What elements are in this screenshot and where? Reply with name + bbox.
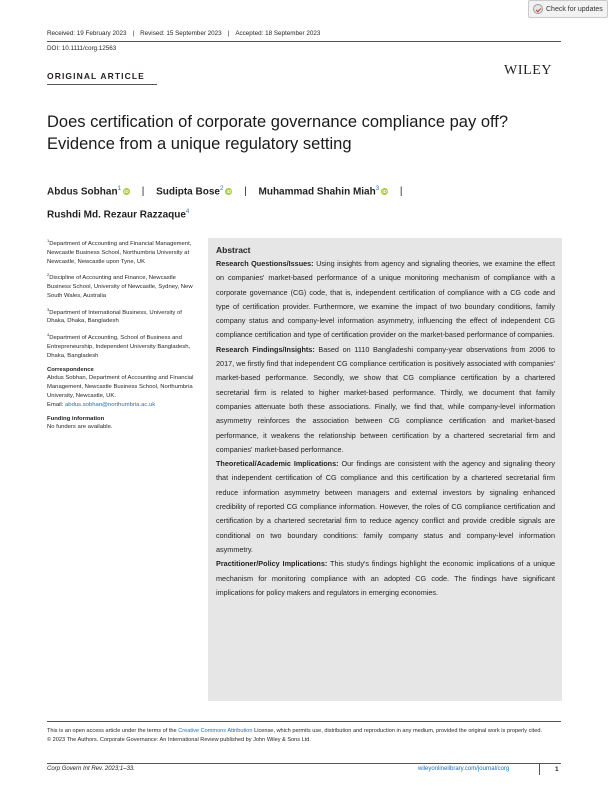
abstract-section-label: Practitioner/Policy Implications:: [216, 559, 328, 569]
abstract-box: [208, 238, 562, 701]
abstract-section: [216, 557, 555, 600]
author-name[interactable]: Rushdi Md. Rezaur Razzaque: [47, 209, 186, 221]
abstract-section-text: This study's findings highlight the economic implications of a unique mechanism for monitoring compliance with an adopted CG code. The findings have significant implications for policy makers and regulators in emerging economies.: [216, 559, 556, 597]
author-separator: |: [244, 186, 247, 198]
affiliation-number: 2: [47, 272, 50, 278]
journal-citation: Corp Govern Int Rev. 2023;1–33.: [47, 766, 135, 772]
date-separator: |: [227, 30, 230, 37]
abstract-section-text: Using insights from agency and signaling theories, we examine the effect on companies' market-based performance of a unique monitoring mechanism of compliance with a corporate governance (CG) code, that is, independent certification of compliance with a CG code and type of certification provider. Furthermore, we examine the impact of two boundary conditions, family company status and company-level information asymmetry, influencing the effect of independent CG compliance certification and type of certification provider on the market-based performance of companies.: [216, 259, 555, 340]
license-text: License, which permits use, distribution and reproduction in any medium, provided the original work is properly cited.: [252, 728, 542, 734]
page-separator: [539, 764, 540, 775]
affiliation: [47, 331, 197, 360]
abstract-section: [216, 257, 555, 343]
affiliation: [47, 237, 197, 266]
doi[interactable]: DOI: 10.1111/corg.12563: [47, 45, 117, 52]
author-list: [47, 179, 567, 226]
check-for-updates-button[interactable]: [528, 0, 608, 18]
affiliation-text: Department of Accounting, School of Business and Entrepreneurship, Independent University Bangladesh, Dhaka, Bangladesh: [47, 335, 191, 359]
publisher-logo: WILEY: [504, 63, 553, 78]
affiliation-number: 1: [47, 238, 50, 243]
funding-heading: Funding information: [47, 415, 105, 422]
orcid-icon[interactable]: iD: [226, 189, 232, 195]
header-divider: [47, 41, 561, 42]
abstract-section-text: Based on 1110 Bangladeshi company-year observations from 2006 to 2017, we firstly find that independent CG compliance certification is positively associated with companies' market-based performance. Secondly, we show that CG compliance certification by a chartered secretarial firm is related to higher market-based performance. Thirdly, we document that family companies attenuate both these associations. Finally, we find that, while company-level information asymmetry reinforces the association between CG compliance certification and market-based performance, it weakens the relationship between certification by a chartered secretarial firm and companies' market-based performance.: [216, 344, 555, 454]
date-separator: |: [132, 30, 135, 37]
affiliation-number: 4: [47, 332, 50, 338]
abstract-section-text: Our findings are consistent with the agency and signaling theory that independent certification of CG compliance and this certification by a chartered secretarial firm reduce information asymmetry between managers and external investors by signaling enhanced credibility of reported CG compliance information. However, the roles of CG compliance certification and certification by a chartered secretarial firm to reduce agency conflict and provide credible signals are conditional on two boundary conditions: family company status and company-level information asymmetry.: [216, 459, 555, 554]
abstract-section: [216, 343, 555, 457]
author-name[interactable]: Sudipta Bose: [156, 186, 220, 198]
journal-url[interactable]: wileyonlinelibrary.com/journal/corg: [418, 766, 510, 772]
abstract-section-label: Theoretical/Academic Implications:: [216, 459, 339, 469]
correspondence-text: Abdus Sobhan, Department of Accounting and Financial Management, Newcastle Business School, Northumbria University, Newcastle, UK.: [47, 375, 194, 400]
author-affiliation-number: 4: [185, 209, 190, 216]
page-number: 1: [555, 766, 559, 773]
email-label: Email:: [47, 401, 66, 408]
affiliation: [47, 271, 197, 300]
orcid-icon[interactable]: iD: [124, 189, 129, 195]
affiliation-text: Department of International Business, University of Dhaka, Dhaka, Bangladesh: [47, 309, 182, 325]
orcid-icon[interactable]: iD: [382, 189, 387, 195]
copyright-text: © 2023 The Authors. Corporate Governance: An International Review published by John Wiley & Sons Ltd.: [47, 736, 311, 743]
author-affiliation-number: 2: [219, 186, 224, 192]
article-type: ORIGINAL ARTICLE: [47, 71, 145, 81]
abstract-heading: Abstract: [216, 245, 251, 255]
author-affiliation-number: 3: [375, 186, 380, 192]
author-name[interactable]: Abdus Sobhan: [47, 186, 118, 198]
article-type-underline: [47, 84, 157, 85]
author-affiliation-number: 1: [117, 186, 121, 192]
bottom-divider: [47, 763, 561, 764]
email-link[interactable]: abdus.sobhan@northumbria.ac.uk: [65, 401, 156, 408]
author-separator: |: [141, 186, 145, 198]
author-name[interactable]: Muhammad Shahin Miah: [258, 186, 376, 198]
license-link[interactable]: Creative Commons Attribution: [178, 728, 253, 734]
abstract-section-label: Research Questions/Issues:: [216, 259, 314, 268]
abstract-section: [216, 457, 555, 557]
accepted-date: Accepted: 18 September 2023: [235, 30, 321, 37]
correspondence-email: [47, 401, 197, 410]
article-title: Does certification of corporate governance compliance pay off? Evidence from a unique regulatory setting: [47, 113, 509, 153]
affiliation: [47, 306, 197, 327]
author-separator: |: [399, 186, 403, 198]
check-updates-icon: [533, 4, 543, 14]
affiliation-text: Department of Accounting and Financial Management, Newcastle Business School, Northumbria University at Newcastle, Newcastle upon Tyne, UK: [47, 240, 192, 265]
sidebar-notes: [47, 237, 197, 437]
affiliation-text: Discipline of Accounting and Finance, Newcastle Business School, University of Newcastle, Sydney, New South Wales, Australia: [47, 275, 193, 299]
funding-text: No funders are available.: [47, 424, 113, 431]
received-date: Received: 19 February 2023: [47, 30, 127, 37]
revised-date: Revised: 15 September 2023: [140, 30, 222, 37]
correspondence-heading: Correspondence: [47, 366, 94, 373]
footer-divider: [47, 721, 561, 722]
license-notice: [47, 727, 561, 744]
check-updates-label: Check for updates: [546, 5, 603, 13]
affiliation-number: 3: [47, 306, 50, 312]
abstract-section-label: Research Findings/Insights:: [216, 344, 315, 354]
license-text: This is an open access article under the terms of the: [47, 728, 179, 734]
article-dates: [47, 30, 320, 37]
